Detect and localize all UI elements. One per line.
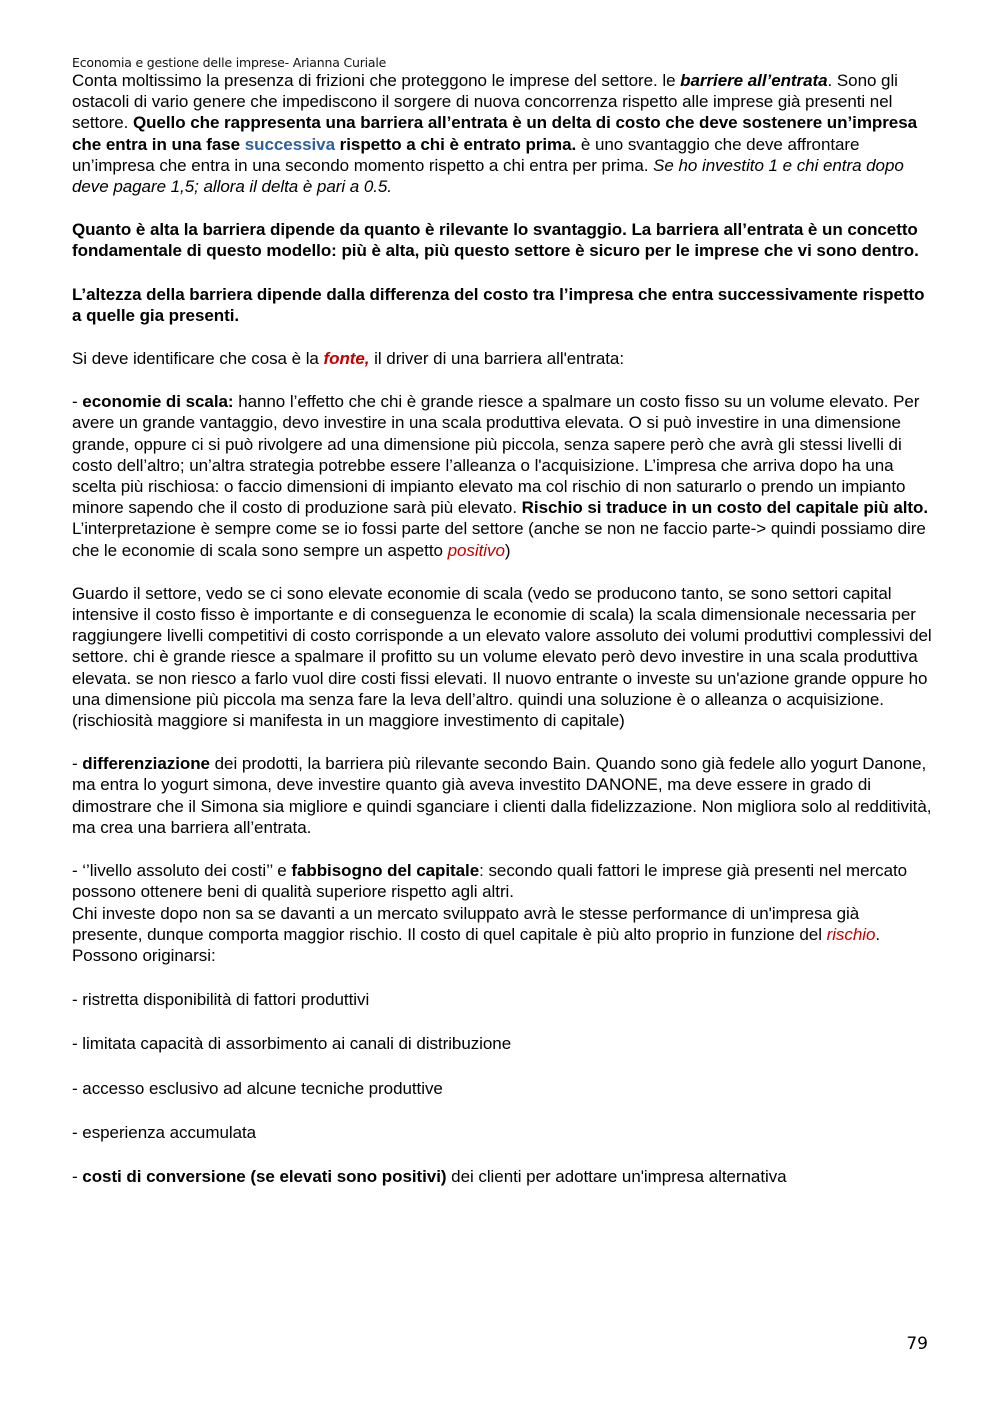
paragraph-risk	[72, 903, 932, 967]
emphasis-rischio: rischio	[826, 924, 876, 944]
paragraph-barriers-intro	[72, 70, 932, 197]
text: dei clienti per adottare un'impresa alternativa	[446, 1166, 787, 1186]
list-item: - limitata capacità di assorbimento ai canali di distribuzione	[72, 1034, 512, 1054]
highlight-successiva: successiva	[244, 134, 335, 154]
text: -	[72, 1166, 83, 1186]
text: il driver di una barriera all'entrata:	[369, 349, 625, 369]
list-item: - ristretta disponibilità di fattori produttivi	[72, 990, 370, 1010]
emphasis-positivo: positivo	[447, 540, 505, 560]
bold-term: costi di conversione (se elevati sono positivi)	[82, 1166, 447, 1186]
page-number: 79	[906, 1334, 928, 1354]
text: : secondo quali fattori le imprese già presenti nel mercato possono ottenere beni di qualità superiore rispetto agli altri.	[72, 861, 908, 902]
paragraph-sector-analysis: Guardo il settore, vedo se ci sono elevate economie di scala (vedo se producono tanto, se sono settori capital intensive il costo fisso è importante e di conseguenza le economie di scala) la scala dimensionale necessaria per raggiungere livelli competitivi di costo corrisponde a un elevato valore assoluto dei volumi produttivi complessivi del settore. chi è grande riesce a spalmare il profitto su un volume elevato però devo investire in una scala produttiva elevata. se non riesco a farlo vuol dire costi fissi elevati. Il nuovo entrante o investe su un'azione grande oppure ho una dimensione più piccola ma senza fare la leva dell’altro. quindi una soluzione è o alleanza o acquisizione. (rischiosità maggiore si manifesta in un maggiore investimento di capitale)	[72, 583, 932, 731]
document-page	[72, 56, 932, 1187]
bold-text: L’altezza della barriera dipende dalla differenza del costo tra l’impresa che entra successivamente rispetto a quelle gia presenti.	[72, 284, 925, 325]
text: )	[504, 540, 511, 560]
paragraph-barrier-difference	[72, 284, 932, 326]
list-item: - accesso esclusivo ad alcune tecniche produttive	[72, 1078, 443, 1098]
text: . Possono originarsi:	[72, 924, 881, 965]
bold-text: Rischio si traduce in un costo del capitale più alto.	[521, 498, 929, 518]
paragraph-differentiation	[72, 753, 932, 838]
bold-text: Quanto è alta la barriera dipende da quanto è rilevante lo svantaggio. La barriera all’entrata è un concetto fondamentale di questo modello: più è alta, più questo settore è sicuro per le imprese che vi sono dentro.	[72, 220, 919, 261]
text: Conta moltissimo la presenza di frizioni che proteggono le imprese del settore. le	[72, 71, 681, 90]
text: Si deve identificare che cosa è la	[72, 349, 324, 369]
paragraph-economies-of-scale	[72, 391, 932, 561]
bold-text: rispetto a chi è entrato prima.	[335, 134, 577, 154]
text: dei prodotti, la barriera più rilevante secondo Bain. Quando sono già fedele allo yogurt Danone, ma entra lo yogurt simona, deve investire quanto già aveva investito DANONE, ma deve essere in grado di dimostrare che il Simona sia migliore e quindi sganciare i clienti dalla fidelizzazione. Non migliora solo al redditività, ma crea una barriera all’entrata.	[72, 754, 932, 837]
text: . Sono gli ostacoli di vario genere che impediscono il sorgere di nuova concorrenza rispetto alle imprese già presenti nel settore.	[72, 71, 898, 133]
bold-text: Quello che rappresenta una barriera all’entrata è un delta di costo che deve sostenere un’impresa che entra in una fase	[72, 113, 918, 154]
italic-example: Se ho investito 1 e chi entra dopo deve pagare 1,5; allora il delta è pari a 0.5.	[72, 155, 904, 197]
list-item-conversion-costs	[72, 1166, 932, 1187]
bold-term: fabbisogno del capitale	[291, 861, 480, 881]
bold-term: economie di scala:	[82, 392, 234, 412]
text: - ‘’livello assoluto dei costi’’ e	[72, 861, 292, 881]
text: -	[72, 392, 83, 412]
paragraph-barrier-height	[72, 219, 932, 261]
paragraph-source	[72, 348, 932, 369]
text: hanno l’effetto che chi è grande riesce a spalmare un costo fisso su un volume elevato. Per avere un grande vantaggio, devo investire in una scala produttiva elevata. O si può investire in una dimensione grande, oppure ci si può rivolgere ad una dimensione più piccola, senza sapere però che avrà gli stessi livelli di costo dell’altro; un’altra strategia potrebbe essere l’alleanza o l'acquisizione. L’impresa che arriva dopo ha una scelta più rischiosa: o faccio dimensioni di impianto elevato ma col rischio di non saturarlo o prendo un impianto minore sapendo che il costo di produzione sarà più elevato.	[72, 392, 920, 518]
list-item: - esperienza accumulata	[72, 1122, 257, 1142]
text: Chi investe dopo non sa se davanti a un mercato sviluppato avrà le stesse performance di un'impresa già presente, dunque comporta maggior rischio. Il costo di quel capitale è più alto proprio in funzione del	[72, 903, 860, 944]
bold-term: differenziazione	[82, 754, 210, 774]
emphasis-fonte: fonte,	[323, 349, 370, 369]
paragraph-absolute-costs	[72, 860, 932, 902]
text: -	[72, 754, 83, 774]
emphasis-barriers: barriere all’entrata	[680, 71, 828, 90]
text: è uno svantaggio che deve affrontare un’impresa che entra in una secondo momento rispetto a chi entra per prima.	[72, 134, 860, 175]
text: L’interpretazione è sempre come se io fossi parte del settore (anche se non ne faccio parte-> quindi possiamo dire che le economie di scala sono sempre un aspetto	[72, 519, 926, 560]
running-header: Economia e gestione delle imprese- Arianna Curiale	[72, 55, 387, 70]
